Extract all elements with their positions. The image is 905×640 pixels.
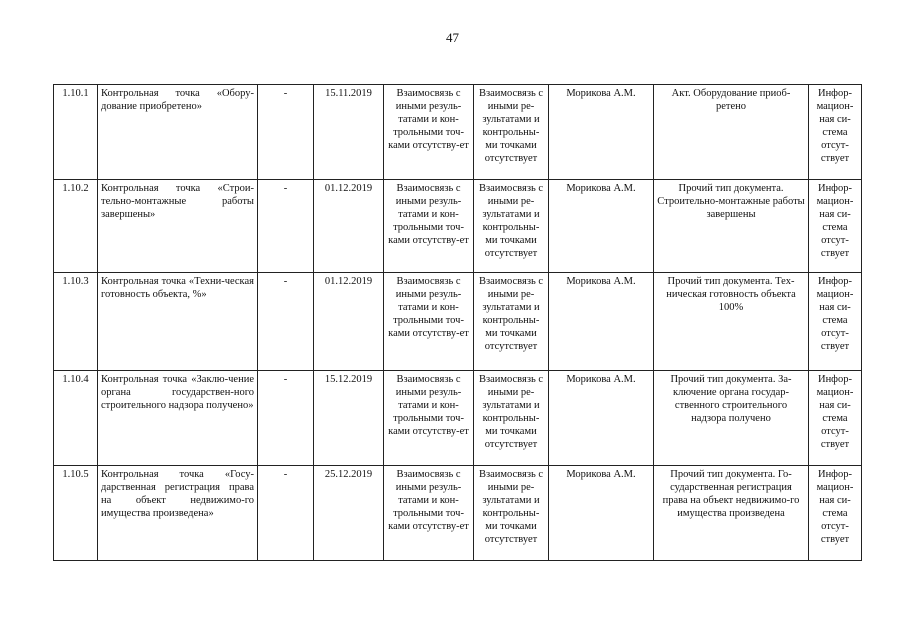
row-number: 1.10.2	[54, 180, 98, 273]
row-number: 1.10.4	[54, 371, 98, 466]
predecessor-cell: Взаимосвязь с иными резуль-татами и кон-трольными точ-ками отсутству-ет	[384, 466, 474, 561]
control-point-title: Контрольная точка «Техни-ческая готовность объекта, %»	[98, 273, 258, 371]
table-row	[54, 180, 862, 273]
successor-cell: Взаимосвязь с иными ре-зультатами и контрольны-ми точками отсутствует	[474, 180, 549, 273]
control-points-table	[53, 84, 862, 561]
document-cell: Прочий тип документа. Тех-ническая готовность объекта 100%	[654, 273, 809, 371]
control-point-title: Контрольная точка «Обору-дование приобретено»	[98, 85, 258, 180]
responsible-cell: Морикова А.М.	[549, 85, 654, 180]
responsible-cell: Морикова А.М.	[549, 466, 654, 561]
info-system-cell: Инфор-мацион-ная си-стема отсут-ствует	[809, 466, 862, 561]
end-date-cell: 25.12.2019	[314, 466, 384, 561]
document-cell: Прочий тип документа. Строительно-монтажные работы завершены	[654, 180, 809, 273]
info-system-cell: Инфор-мацион-ная си-стема отсут-ствует	[809, 180, 862, 273]
predecessor-cell: Взаимосвязь с иными резуль-татами и кон-трольными точ-ками отсутству-ет	[384, 371, 474, 466]
predecessor-cell: Взаимосвязь с иными резуль-татами и кон-трольными точ-ками отсутству-ет	[384, 180, 474, 273]
row-number: 1.10.1	[54, 85, 98, 180]
start-date-cell: -	[258, 273, 314, 371]
page-number: 47	[446, 30, 459, 45]
responsible-cell: Морикова А.М.	[549, 273, 654, 371]
end-date-cell: 01.12.2019	[314, 273, 384, 371]
start-date-cell: -	[258, 466, 314, 561]
start-date-cell: -	[258, 85, 314, 180]
successor-cell: Взаимосвязь с иными ре-зультатами и контрольны-ми точками отсутствует	[474, 466, 549, 561]
info-system-cell: Инфор-мацион-ная си-стема отсут-ствует	[809, 85, 862, 180]
start-date-cell: -	[258, 371, 314, 466]
end-date-cell: 15.11.2019	[314, 85, 384, 180]
row-number: 1.10.3	[54, 273, 98, 371]
table-row	[54, 273, 862, 371]
control-point-title: Контрольная точка «Строи-тельно-монтажные работы завершены»	[98, 180, 258, 273]
end-date-cell: 15.12.2019	[314, 371, 384, 466]
row-number: 1.10.5	[54, 466, 98, 561]
info-system-cell: Инфор-мацион-ная си-стема отсут-ствует	[809, 273, 862, 371]
info-system-cell: Инфор-мацион-ная си-стема отсут-ствует	[809, 371, 862, 466]
table-row	[54, 371, 862, 466]
document-cell: Прочий тип документа. Го-сударственная регистрация права на объект недвижимо-го имущества произведена	[654, 466, 809, 561]
responsible-cell: Морикова А.М.	[549, 180, 654, 273]
end-date-cell: 01.12.2019	[314, 180, 384, 273]
start-date-cell: -	[258, 180, 314, 273]
predecessor-cell: Взаимосвязь с иными резуль-татами и кон-трольными точ-ками отсутству-ет	[384, 273, 474, 371]
successor-cell: Взаимосвязь с иными ре-зультатами и контрольны-ми точками отсутствует	[474, 85, 549, 180]
predecessor-cell: Взаимосвязь с иными резуль-татами и кон-трольными точ-ками отсутству-ет	[384, 85, 474, 180]
control-point-title: Контрольная точка «Госу-дарственная регистрация права на объект недвижимо-го имущества произведена»	[98, 466, 258, 561]
successor-cell: Взаимосвязь с иными ре-зультатами и контрольны-ми точками отсутствует	[474, 273, 549, 371]
successor-cell: Взаимосвязь с иными ре-зультатами и контрольны-ми точками отсутствует	[474, 371, 549, 466]
document-cell: Акт. Оборудование приоб-ретено	[654, 85, 809, 180]
document-cell: Прочий тип документа. За-ключение органа государ-ственного строительного надзора получено	[654, 371, 809, 466]
table-row	[54, 85, 862, 180]
responsible-cell: Морикова А.М.	[549, 371, 654, 466]
control-point-title: Контрольная точка «Заклю-чение органа государствен-ного строительного надзора получено»	[98, 371, 258, 466]
table-row	[54, 466, 862, 561]
